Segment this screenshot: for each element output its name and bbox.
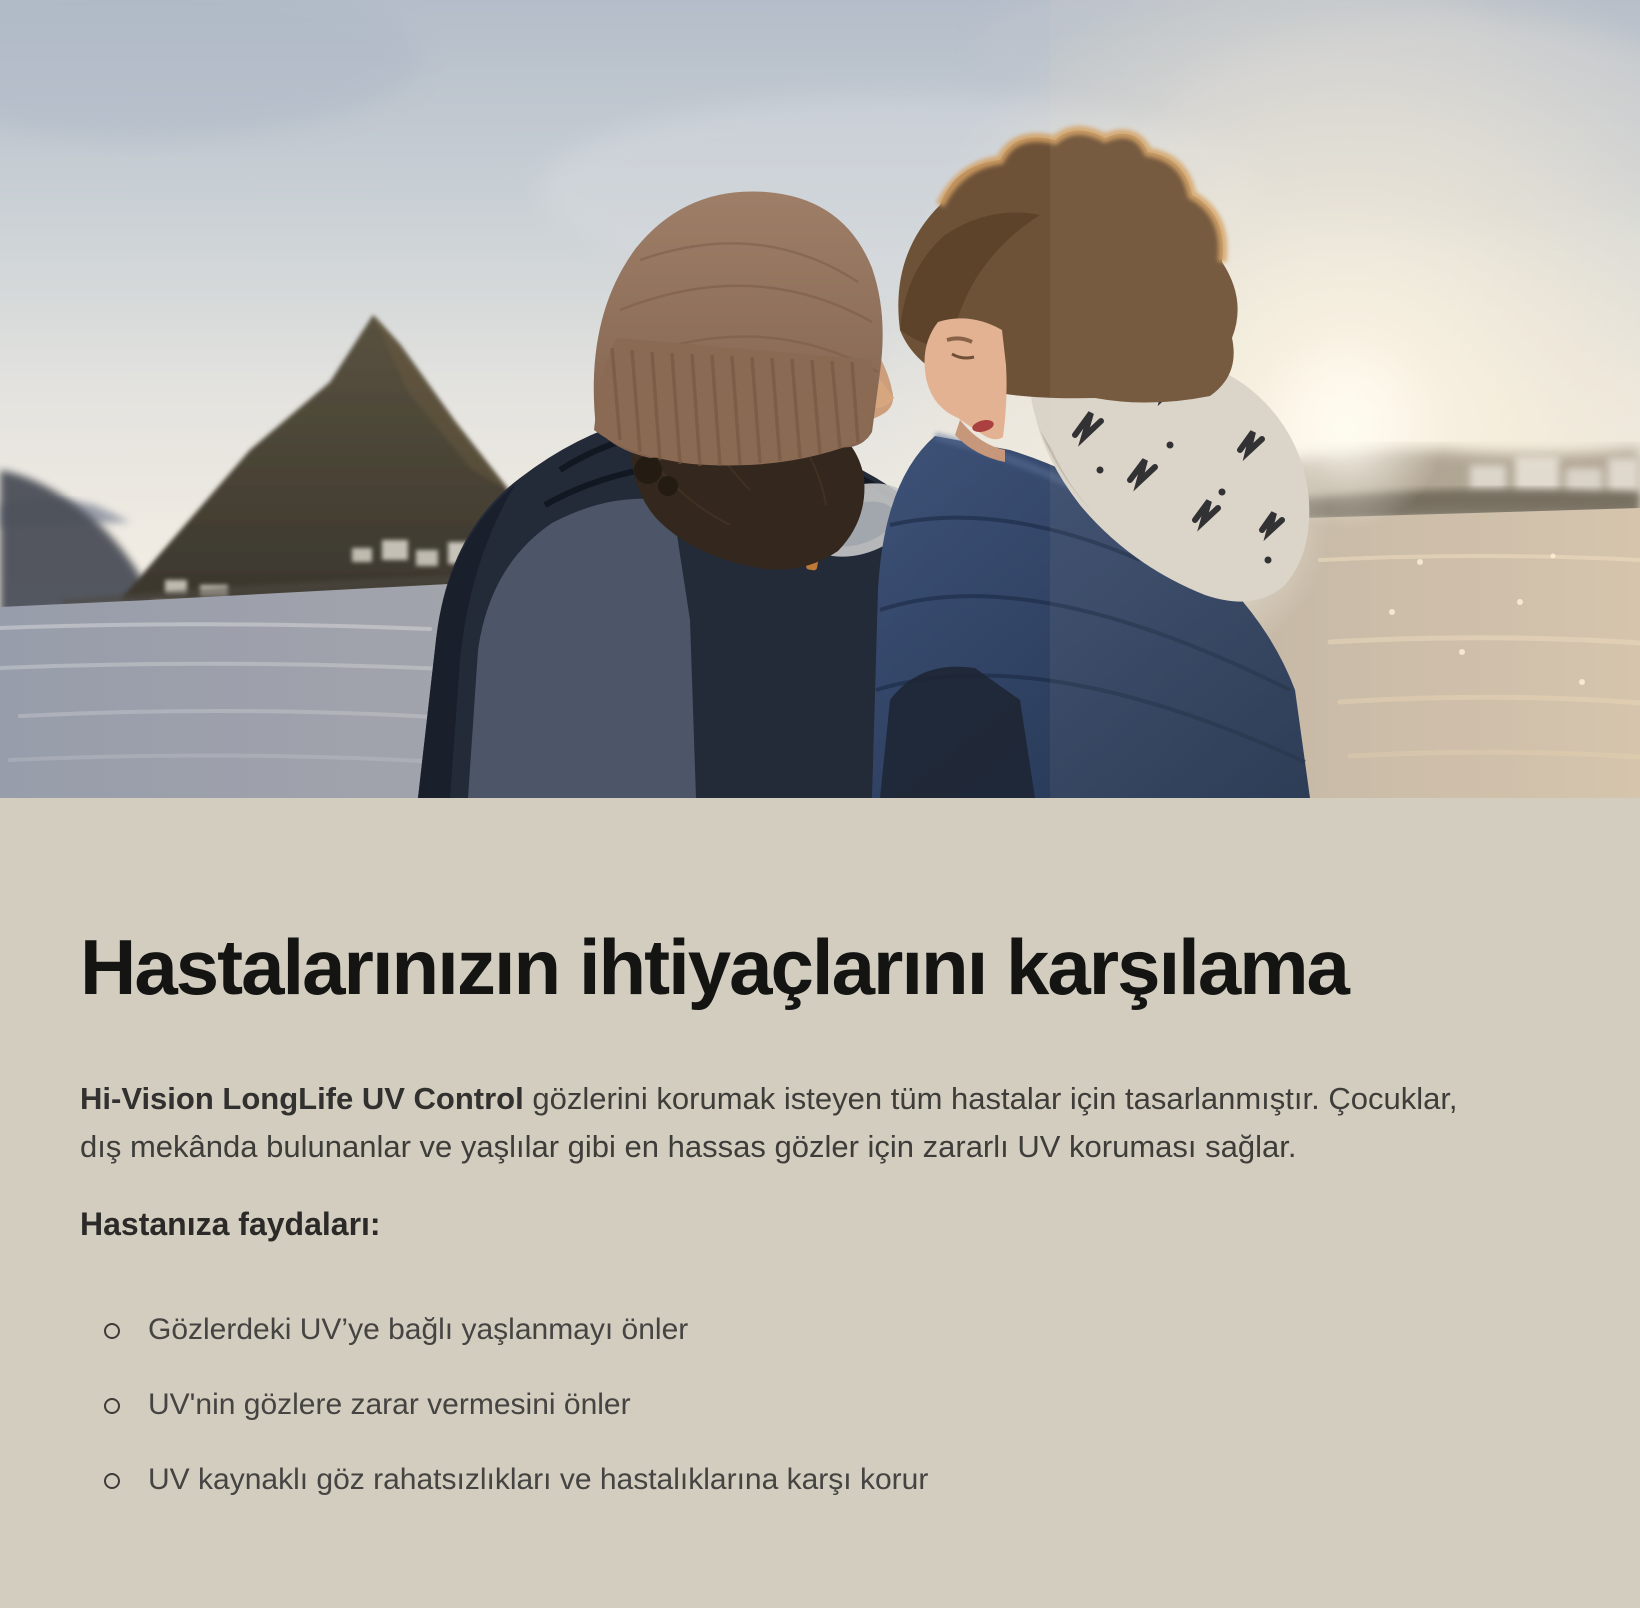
bullet-icon <box>104 1473 120 1489</box>
benefit-text: UV kaynaklı göz rahatsızlıkları ve hastalıklarına karşı korur <box>148 1463 929 1497</box>
hero-photo <box>0 0 1640 798</box>
list-item <box>80 1385 1560 1425</box>
page-title: Hastalarınızın ihtiyaçlarını karşılama <box>80 923 1348 1011</box>
content-section <box>0 798 1640 1500</box>
list-item <box>80 1310 1560 1350</box>
bullet-icon <box>104 1398 120 1414</box>
benefits-label: Hastanıza faydaları: <box>80 1206 381 1243</box>
warm-light-overlay <box>1050 0 1640 798</box>
list-item <box>80 1460 1560 1500</box>
benefit-text: UV'nin gözlere zarar vermesini önler <box>148 1388 631 1422</box>
benefit-text: Gözlerdeki UV’ye bağlı yaşlanmayı önler <box>148 1313 689 1347</box>
hero-photo-illustration <box>0 0 1640 798</box>
product-name: Hi-Vision LongLife UV Control <box>80 1081 524 1117</box>
benefits-list <box>80 1310 1560 1500</box>
intro-paragraph <box>80 1075 1460 1171</box>
bullet-icon <box>104 1323 120 1339</box>
intro-text: gözlerini korumak isteyen tüm hastalar için tasarlanmıştır. Çocuklar, dış mekânda bulunanlar ve yaşlılar gibi en hassas gözler için zararlı UV koruması sağlar. <box>80 1081 1458 1165</box>
